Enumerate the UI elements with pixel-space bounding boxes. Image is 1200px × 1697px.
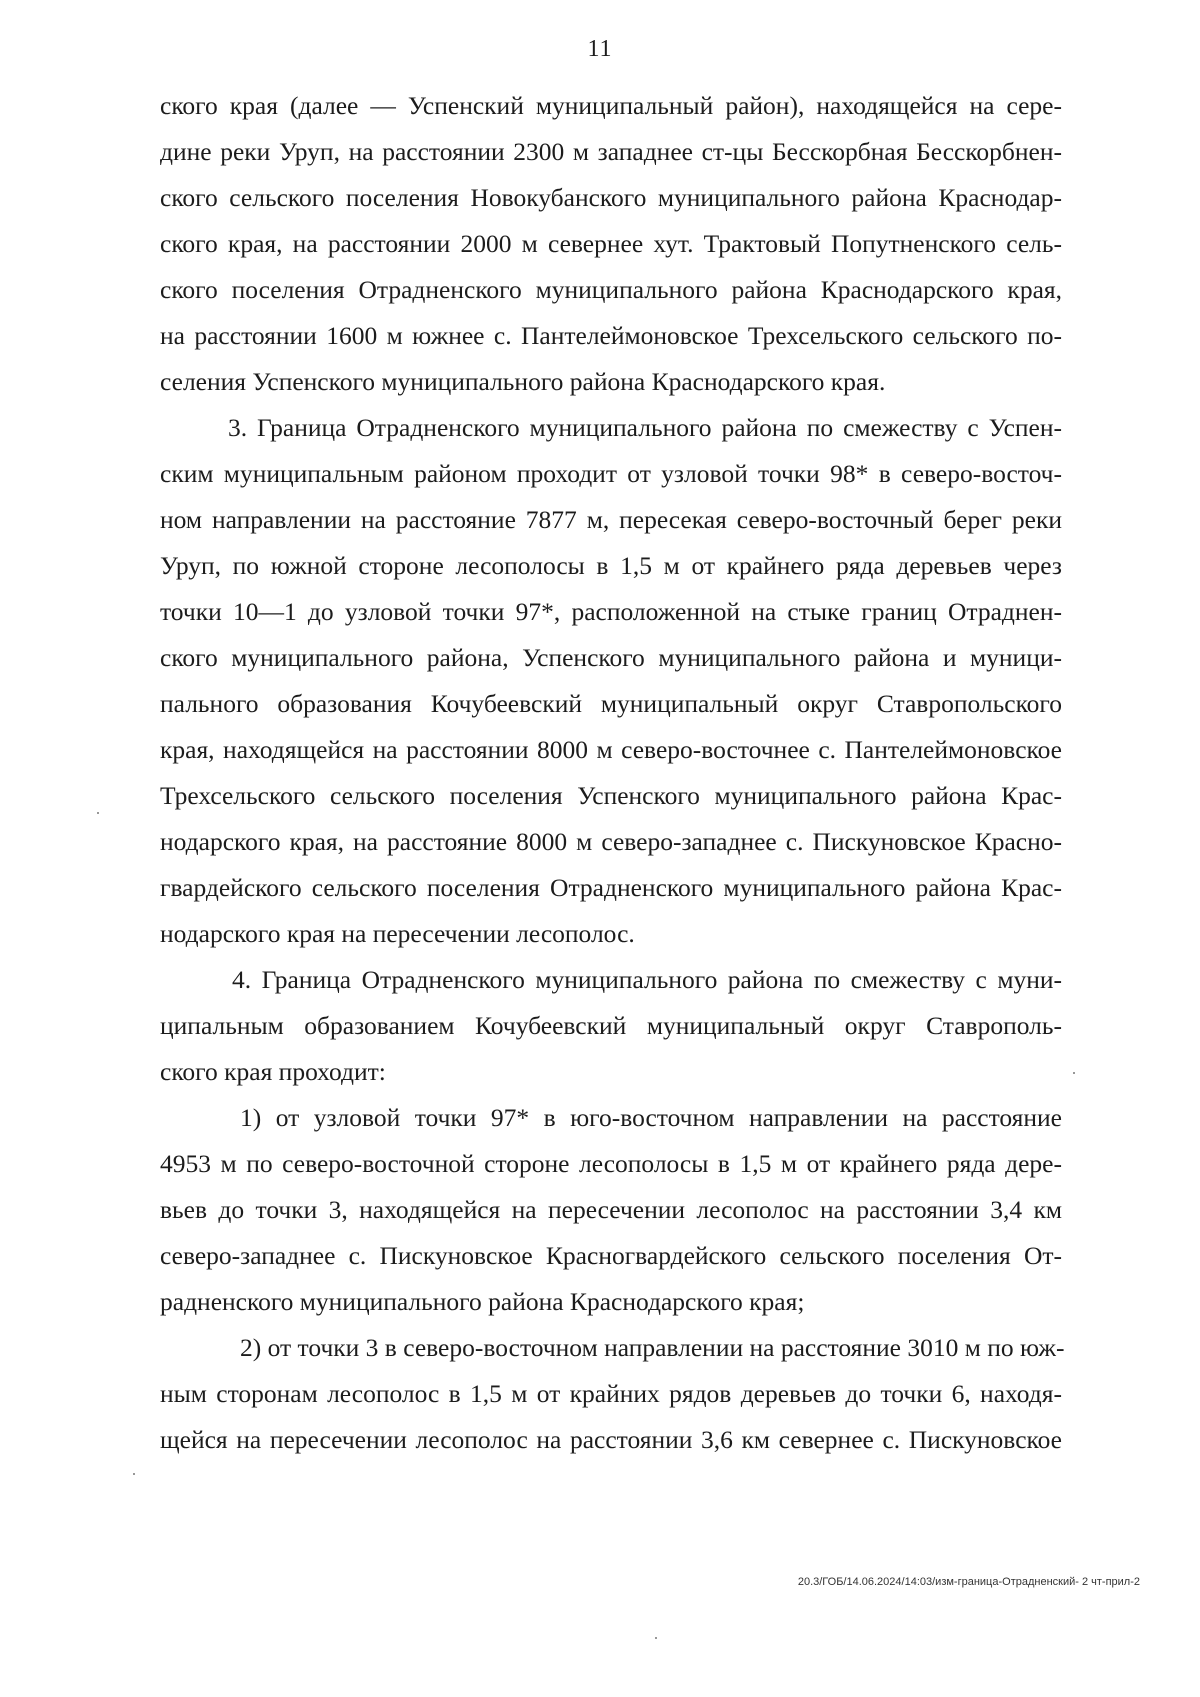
text-line: 4953 м по северо-восточной стороне лесополосы в 1,5 м от крайнего ряда дере- — [160, 1149, 1062, 1178]
scan-speck — [655, 1637, 657, 1639]
scan-speck — [97, 812, 99, 814]
text-line: ским муниципальным районом проходит от узловой точки 98* в северо-восточ- — [160, 459, 1062, 488]
text-line: ского муниципального района, Успенского муниципального района и муници- — [160, 643, 1062, 672]
text-line: вьев до точки 3, находящейся на пересечении лесополос на расстоянии 3,4 км — [160, 1195, 1062, 1224]
text-line: Уруп, по южной стороне лесополосы в 1,5 м от крайнего ряда деревьев через — [160, 551, 1062, 580]
text-line: 3. Граница Отрадненского муниципального района по смежеству с Успен- — [228, 413, 1062, 442]
document-footer: 20.3/ГОБ/14.06.2024/14:03/изм-граница-Отрадненский- 2 чт-прил-2 — [797, 1576, 1140, 1588]
text-line: нодарского края, на расстояние 8000 м северо-западнее с. Пискуновское Красно- — [160, 827, 1062, 856]
text-line: селения Успенского муниципального района Краснодарского края. — [160, 367, 886, 396]
page-number: 11 — [587, 36, 613, 62]
text-line: 4. Граница Отрадненского муниципального района по смежеству с муни- — [232, 965, 1062, 994]
text-line: ского края проходит: — [160, 1057, 386, 1086]
text-line: ского края (далее — Успенский муниципальный район), находящейся на сере- — [160, 91, 1062, 120]
text-line: щейся на пересечении лесополос на расстоянии 3,6 км севернее с. Пискуновское — [160, 1425, 1062, 1454]
scan-speck — [1073, 1072, 1075, 1074]
text-line: ципальным образованием Кочубеевский муниципальный округ Ставрополь- — [160, 1011, 1062, 1040]
text-line: нодарского края на пересечении лесополос. — [160, 919, 635, 948]
text-line: гвардейского сельского поселения Отрадненского муниципального района Крас- — [160, 873, 1062, 902]
text-line: ского края, на расстоянии 2000 м севернее хут. Трактовый Попутненского сель- — [160, 229, 1062, 258]
text-line: 1) от узловой точки 97* в юго-восточном направлении на расстояние — [240, 1103, 1062, 1132]
text-line: 2) от точки 3 в северо-восточном направлении на расстояние 3010 м по юж- — [240, 1333, 1065, 1362]
text-line: ского поселения Отрадненского муниципального района Краснодарского края, — [160, 275, 1062, 304]
text-line: точки 10—1 до узловой точки 97*, расположенной на стыке границ Отраднен- — [160, 597, 1062, 626]
text-line: ном направлении на расстояние 7877 м, пересекая северо-восточный берег реки — [160, 505, 1062, 534]
text-line: ным сторонам лесополос в 1,5 м от крайних рядов деревьев до точки 6, находя- — [160, 1379, 1062, 1408]
text-line: дине реки Уруп, на расстоянии 2300 м западнее ст-цы Бесскорбная Бесскорбнен- — [160, 137, 1062, 166]
text-line: ского сельского поселения Новокубанского муниципального района Краснодар- — [160, 183, 1062, 212]
text-line: северо-западнее с. Пискуновское Красногвардейского сельского поселения От- — [160, 1241, 1062, 1270]
text-line: Трехсельского сельского поселения Успенского муниципального района Крас- — [160, 781, 1062, 810]
text-line: пального образования Кочубеевский муниципальный округ Ставропольского — [160, 689, 1062, 718]
scan-speck — [133, 1473, 135, 1475]
text-line: края, находящейся на расстоянии 8000 м северо-восточнее с. Пантелеймоновское — [160, 735, 1062, 764]
text-line: на расстоянии 1600 м южнее с. Пантелеймоновское Трехсельского сельского по- — [160, 321, 1062, 350]
text-line: радненского муниципального района Краснодарского края; — [160, 1287, 805, 1316]
